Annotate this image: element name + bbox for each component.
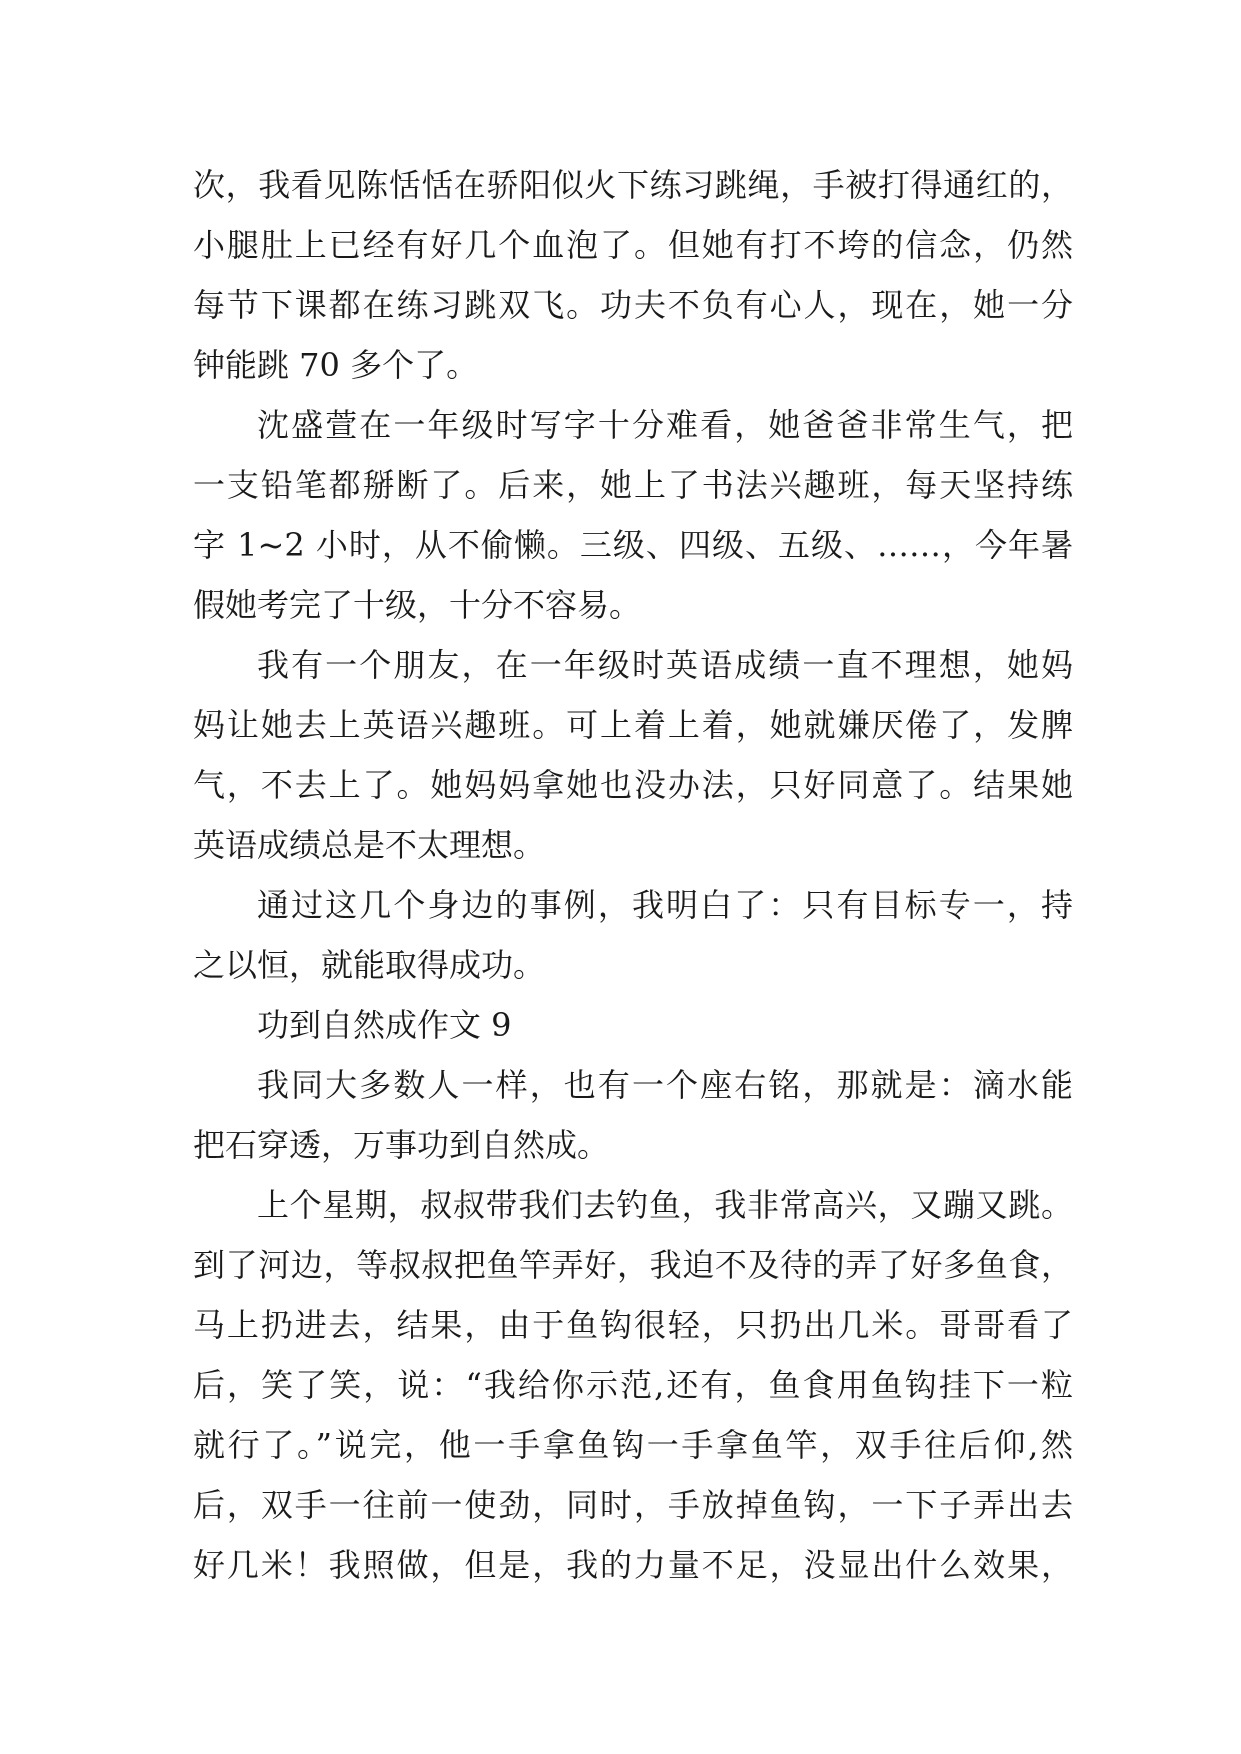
text-line: 马上扔进去，结果，由于鱼钩很轻，只扔出几米。哥哥看了 [193, 1306, 1073, 1344]
text-line: 每节下课都在练习跳双飞。功夫不负有心人，现在，她一分 [193, 286, 1073, 324]
text-line: 次，我看见陈恬恬在骄阳似火下练习跳绳，手被打得通红的， [193, 166, 1073, 204]
text-line: 小腿肚上已经有好几个血泡了。但她有打不垮的信念，仍然 [193, 226, 1073, 264]
text-line: 钟能跳 70 多个了。 [193, 346, 479, 384]
paragraph-first-line: 通过这几个身边的事例，我明白了：只有目标专一，持 [257, 886, 1073, 924]
text-line: 就行了。”说完，他一手拿鱼钩一手拿鱼竿，双手往后仰,然 [193, 1426, 1073, 1464]
text-line: 假她考完了十级，十分不容易。 [193, 586, 642, 624]
text-line: 一支铅笔都掰断了。后来，她上了书法兴趣班，每天坚持练 [193, 466, 1073, 504]
text-line: 好几米！我照做，但是，我的力量不足，没显出什么效果， [193, 1546, 1073, 1584]
text-line: 之以恒，就能取得成功。 [193, 946, 546, 984]
text-line: 妈让她去上英语兴趣班。可上着上着，她就嫌厌倦了，发脾 [193, 706, 1073, 744]
paragraph-first-line: 我有一个朋友，在一年级时英语成绩一直不理想，她妈 [257, 646, 1073, 684]
text-line: 把石穿透，万事功到自然成。 [193, 1126, 610, 1164]
text-line: 后，笑了笑，说：“我给你示范,还有，鱼食用鱼钩挂下一粒 [193, 1366, 1073, 1404]
section-heading: 功到自然成作文 9 [257, 1006, 512, 1044]
paragraph-first-line: 上个星期，叔叔带我们去钓鱼，我非常高兴，又蹦又跳。 [257, 1186, 1073, 1224]
text-line: 气，不去上了。她妈妈拿她也没办法，只好同意了。结果她 [193, 766, 1073, 804]
paragraph-first-line: 沈盛萱在一年级时写字十分难看，她爸爸非常生气，把 [257, 406, 1073, 444]
text-line: 后，双手一往前一使劲，同时，手放掉鱼钩，一下子弄出去 [193, 1486, 1073, 1524]
text-line: 英语成绩总是不太理想。 [193, 826, 546, 864]
text-line: 到了河边，等叔叔把鱼竿弄好，我迫不及待的弄了好多鱼食， [193, 1246, 1073, 1284]
paragraph-first-line: 我同大多数人一样，也有一个座右铭，那就是：滴水能 [257, 1066, 1073, 1104]
text-line: 字 1~2 小时，从不偷懒。三级、四级、五级、……，今年暑 [193, 526, 1073, 564]
